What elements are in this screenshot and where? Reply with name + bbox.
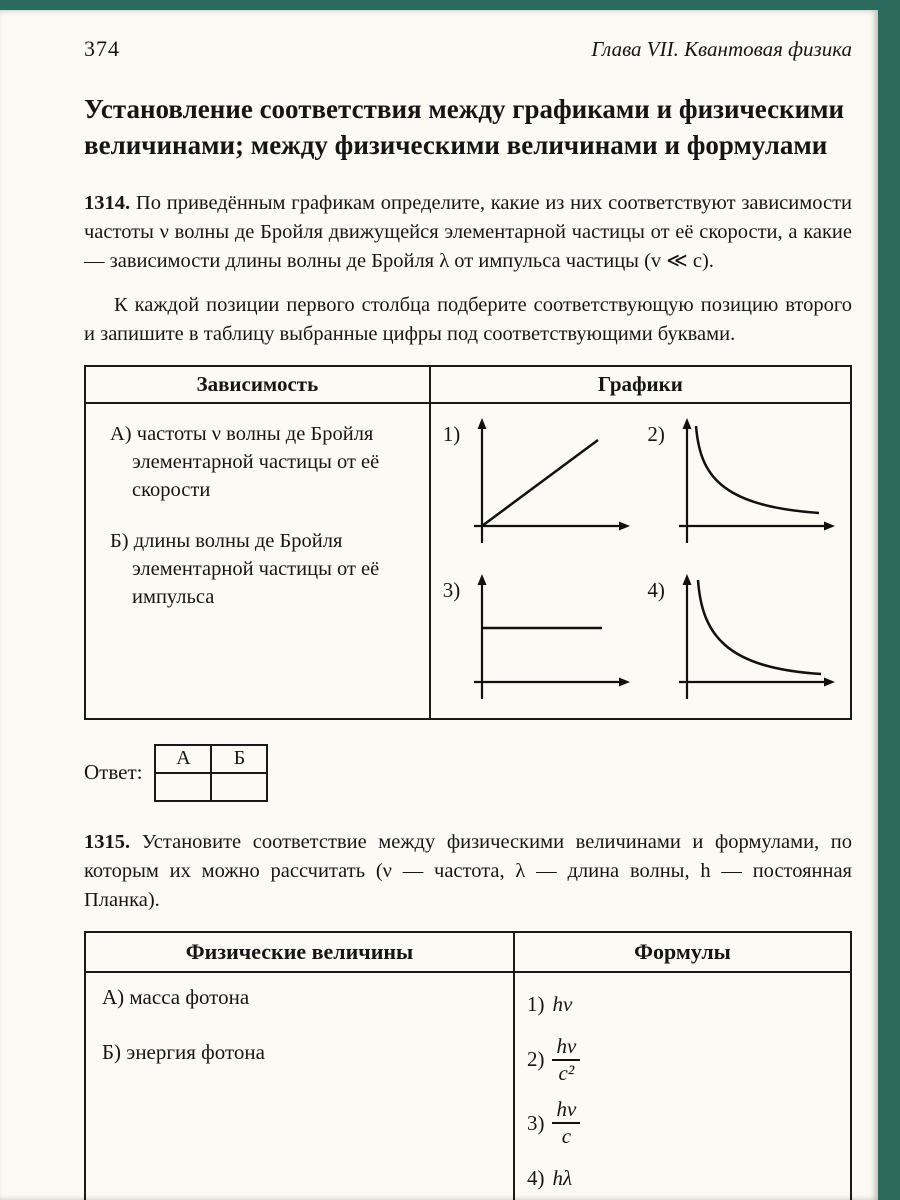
formula-3-label: 3) [526, 1110, 545, 1135]
graphs-cell [430, 403, 851, 719]
matching-table-1314 [84, 365, 852, 720]
answer-label: Ответ: [84, 760, 143, 785]
problem-1314-paragraph [84, 189, 852, 276]
problem-1314-number: 1314. [84, 192, 131, 215]
formula-2-numerator: hν [552, 1035, 580, 1061]
graph-1-label: 1) [442, 421, 461, 446]
dependency-cell [85, 403, 430, 719]
dependency-item-b: Б) длины волны де Бройля элементарной частицы от её импульса [110, 529, 380, 609]
graph-1 [441, 416, 640, 546]
formulas-cell [514, 972, 851, 1200]
formula-1-value: hν [552, 991, 573, 1016]
column-header-formulas: Формулы [514, 932, 851, 972]
column-header-graphs: Графики [430, 366, 851, 403]
answer-cell-b [211, 773, 267, 801]
answer-table [154, 744, 268, 802]
formula-3-numerator: hν [552, 1098, 580, 1124]
column-header-dependency: Зависимость [85, 366, 430, 403]
graph-3-constant-line-icon [462, 572, 632, 702]
formula-4-label: 4) [526, 1166, 545, 1191]
problem-1315-text: Установите соответствие между физическими величинами и формулами, по которым их можно рассчитать (ν — частота, λ — длина волны, h — постоянная Планка). [84, 830, 852, 912]
answer-section [84, 744, 852, 802]
quantity-item-a: А) масса фотона [102, 985, 250, 1010]
matching-table-1315 [84, 931, 852, 1200]
formula-3-denominator: c [561, 1124, 572, 1149]
graph-4-label: 4) [647, 577, 665, 602]
formula-4 [527, 1162, 840, 1196]
problem-1314-text: По приведённым графикам определите, какие из них соответствуют зависимости частоты ν волны де Бройля движущейся элементарной частицы от её скорости, а какие — зависимости длины волны де Бройля λ от импульса частицы (v ≪ c). [84, 192, 852, 273]
problem-1314-instruction: К каждой позиции первого столбца подберите соответствующую позицию второго и запишите в таблицу выбранные цифры под соответствующими буквами. [84, 293, 852, 345]
formula-4-value: hλ [552, 1166, 573, 1191]
formula-2-denominator: c² [558, 1060, 575, 1085]
section-title: Установление соответствия между графиками и физическими величинами; между физическими величинами и формулами [84, 94, 845, 160]
problem-1315-paragraph [84, 828, 852, 915]
graph-2-label: 2) [647, 421, 665, 446]
answer-cell-a [155, 773, 211, 801]
dependency-item-a: А) частоты ν волны де Бройля элементарной частицы от её скорости [110, 422, 380, 502]
column-header-quantities: Физические величины [85, 932, 514, 972]
formula-3 [527, 1098, 840, 1147]
page-header [84, 36, 852, 62]
formula-3-fraction [552, 1098, 580, 1147]
answer-header-a: А [155, 745, 211, 773]
formula-2 [527, 1035, 840, 1084]
page-number: 374 [84, 36, 120, 61]
problem-1315-number: 1315. [84, 830, 131, 853]
graph-grid [437, 412, 844, 710]
graph-2-decreasing-curve-icon [667, 416, 837, 546]
formula-1-label: 1) [526, 991, 545, 1016]
answer-header-b: Б [211, 745, 267, 773]
graph-4 [645, 572, 844, 702]
formula-2-fraction [552, 1035, 580, 1084]
graph-1-linear-increasing-icon [462, 416, 632, 546]
quantity-item-b: Б) энергия фотона [102, 1040, 265, 1065]
book-page [0, 10, 878, 1200]
graph-3-label: 3) [442, 577, 461, 602]
graph-2 [645, 416, 844, 546]
quantities-cell [85, 972, 514, 1200]
formula-1 [527, 987, 840, 1021]
graph-3 [441, 572, 640, 702]
chapter-header: Глава VII. Квантовая физика [591, 37, 852, 61]
graph-4-hyperbola-curve-icon [667, 572, 837, 702]
formula-2-label: 2) [526, 1047, 545, 1072]
